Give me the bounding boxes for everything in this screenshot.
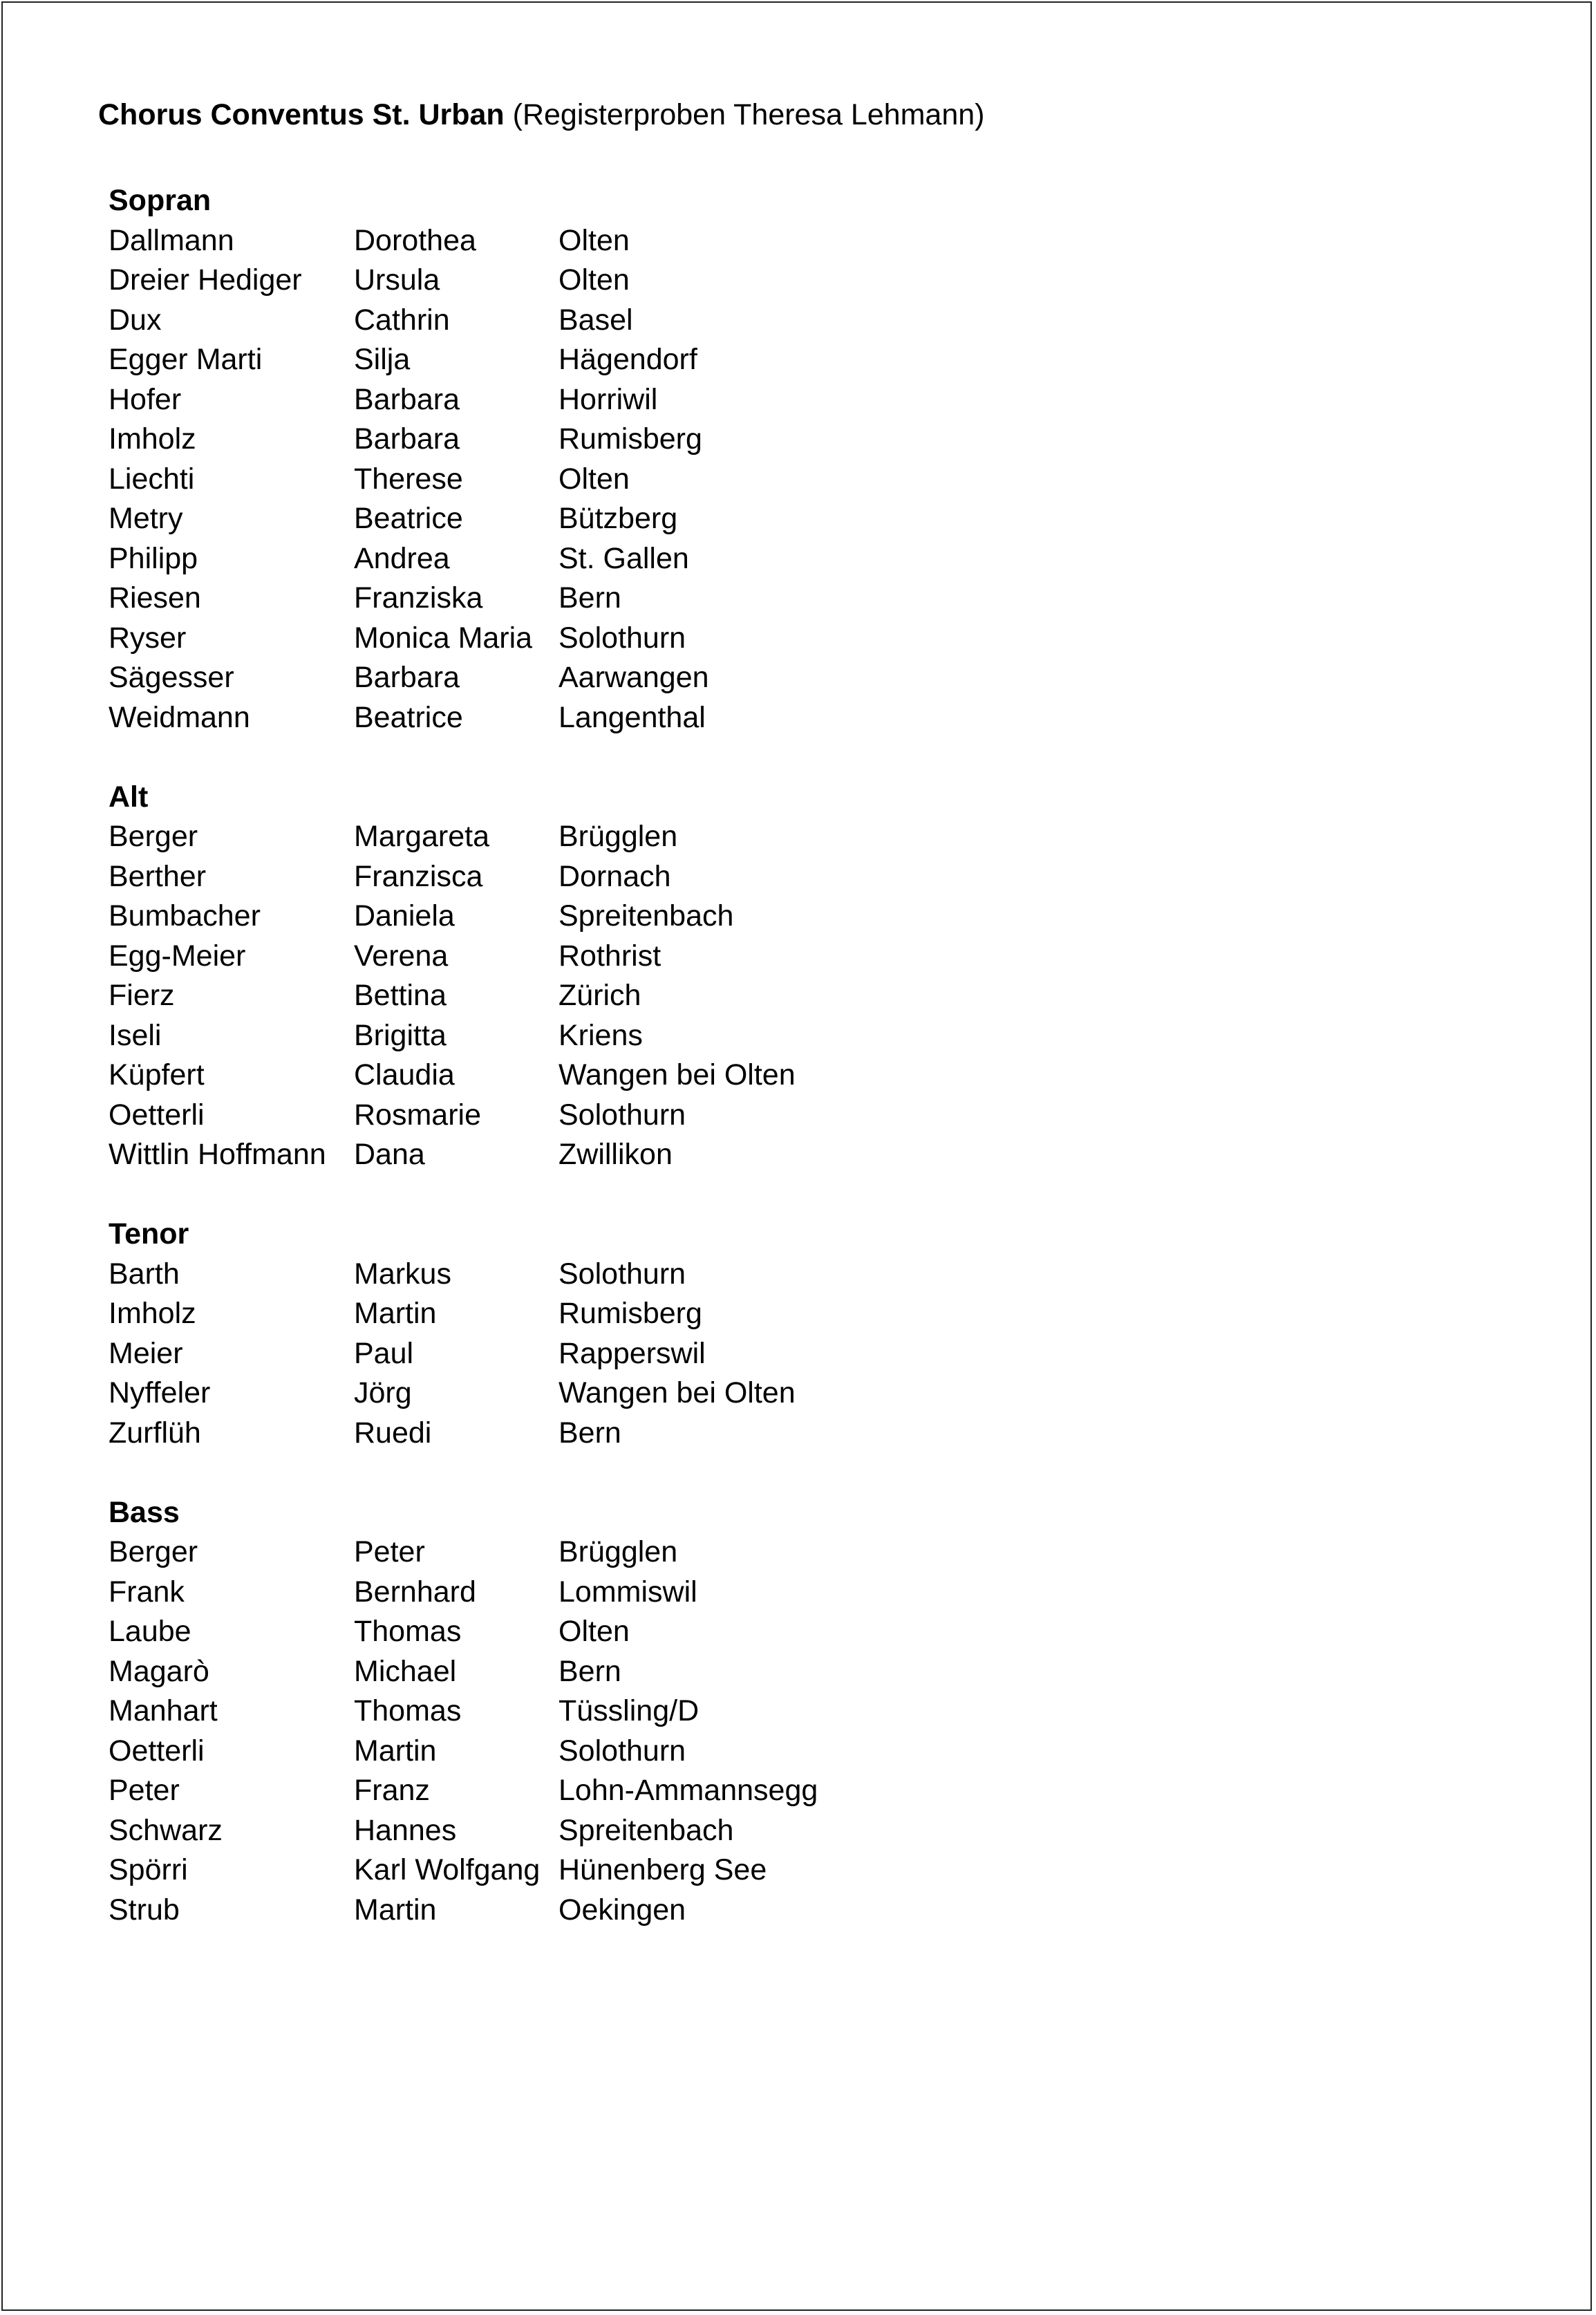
member-row <box>109 1056 1007 1096</box>
member-row <box>109 539 1007 579</box>
member-city: Rapperswil <box>558 1336 706 1370</box>
member-first-name: Peter <box>354 1535 425 1568</box>
member-first-name: Martin <box>354 1734 437 1768</box>
member-sections <box>109 181 1007 1970</box>
member-city: Solothurn <box>558 1734 686 1768</box>
member-city: Basel <box>558 303 633 337</box>
member-first-name: Dana <box>354 1138 425 1171</box>
member-row <box>109 1652 1007 1692</box>
member-first-name: Thomas <box>354 1694 462 1727</box>
section-bass <box>109 1493 1007 1931</box>
member-city: Aarwangen <box>558 661 709 694</box>
member-row <box>109 897 1007 937</box>
member-row <box>109 1573 1007 1613</box>
member-row <box>109 1334 1007 1374</box>
member-last-name: Weidmann <box>109 700 250 734</box>
member-city: Solothurn <box>558 1098 686 1132</box>
member-last-name: Peter <box>109 1774 180 1807</box>
member-first-name: Silja <box>354 343 411 376</box>
member-first-name: Verena <box>354 939 449 973</box>
member-row <box>109 579 1007 619</box>
member-last-name: Zurflüh <box>109 1416 201 1450</box>
member-first-name: Bettina <box>354 979 447 1012</box>
member-first-name: Hannes <box>354 1813 457 1847</box>
member-first-name: Claudia <box>354 1058 455 1091</box>
member-row <box>109 1294 1007 1334</box>
member-last-name: Strub <box>109 1893 180 1927</box>
member-last-name: Frank <box>109 1575 185 1609</box>
member-last-name: Berther <box>109 859 207 893</box>
member-city: Bern <box>558 1416 621 1450</box>
member-city: Hünenberg See <box>558 1853 767 1886</box>
member-row <box>109 1533 1007 1573</box>
member-last-name: Meier <box>109 1336 183 1370</box>
member-row <box>109 460 1007 500</box>
member-row <box>109 1374 1007 1414</box>
member-last-name: Schwarz <box>109 1813 223 1847</box>
member-first-name: Jörg <box>354 1376 412 1409</box>
member-last-name: Ryser <box>109 621 187 655</box>
member-row <box>109 857 1007 897</box>
member-first-name: Martin <box>354 1893 437 1927</box>
member-row <box>109 619 1007 659</box>
member-city: Bützberg <box>558 502 678 535</box>
member-city: Horriwil <box>558 382 658 416</box>
member-row <box>109 1135 1007 1175</box>
member-last-name: Dallmann <box>109 223 234 257</box>
member-city: Olten <box>558 1615 630 1648</box>
member-row <box>109 698 1007 738</box>
member-city: Lommiswil <box>558 1575 697 1609</box>
member-first-name: Beatrice <box>354 502 463 535</box>
member-city: Lohn-Ammannsegg <box>558 1774 818 1807</box>
member-last-name: Dux <box>109 303 162 337</box>
member-first-name: Brigitta <box>354 1018 447 1052</box>
member-last-name: Imholz <box>109 1297 196 1330</box>
member-city: Dornach <box>558 859 671 893</box>
member-first-name: Therese <box>354 462 463 496</box>
member-city: Brügglen <box>558 820 678 853</box>
member-last-name: Imholz <box>109 422 196 456</box>
member-first-name: Markus <box>354 1257 451 1291</box>
member-city: Rothrist <box>558 939 661 973</box>
member-first-name: Franziska <box>354 581 483 615</box>
member-last-name: Philipp <box>109 541 198 575</box>
member-row <box>109 1612 1007 1652</box>
member-first-name: Beatrice <box>354 700 463 734</box>
member-row <box>109 301 1007 341</box>
member-row <box>109 658 1007 698</box>
member-city: Zwillikon <box>558 1138 673 1171</box>
member-first-name: Martin <box>354 1297 437 1330</box>
document-title-bold: Chorus Conventus St. Urban <box>98 98 505 131</box>
member-last-name: Küpfert <box>109 1058 205 1091</box>
member-city: Spreitenbach <box>558 899 734 932</box>
member-city: Oekingen <box>558 1893 686 1927</box>
member-city: Rumisberg <box>558 1297 702 1330</box>
member-first-name: Barbara <box>354 382 460 416</box>
member-last-name: Egger Marti <box>109 343 263 376</box>
member-city: Olten <box>558 223 630 257</box>
member-first-name: Cathrin <box>354 303 450 337</box>
member-row <box>109 1096 1007 1136</box>
member-row <box>109 937 1007 977</box>
member-last-name: Sägesser <box>109 661 234 694</box>
member-first-name: Andrea <box>354 541 450 575</box>
member-last-name: Egg-Meier <box>109 939 246 973</box>
member-row <box>109 499 1007 539</box>
member-row <box>109 261 1007 301</box>
member-row <box>109 1891 1007 1931</box>
section-heading: Tenor <box>109 1217 189 1250</box>
member-city: Tüssling/D <box>558 1694 700 1727</box>
member-city: Solothurn <box>558 1257 686 1291</box>
member-city: Spreitenbach <box>558 1813 734 1847</box>
member-last-name: Oetterli <box>109 1098 205 1132</box>
document-title <box>98 97 984 133</box>
member-row <box>109 1691 1007 1732</box>
member-row <box>109 221 1007 261</box>
member-row <box>109 340 1007 380</box>
member-city: Olten <box>558 462 630 496</box>
member-row <box>109 1771 1007 1811</box>
member-city: Wangen bei Olten <box>558 1058 796 1091</box>
member-last-name: Manhart <box>109 1694 218 1727</box>
member-last-name: Riesen <box>109 581 201 615</box>
member-city: Wangen bei Olten <box>558 1376 796 1409</box>
member-first-name: Barbara <box>354 661 460 694</box>
member-row <box>109 420 1007 460</box>
member-last-name: Fierz <box>109 979 175 1012</box>
member-city: Hägendorf <box>558 343 697 376</box>
member-first-name: Ursula <box>354 263 440 297</box>
member-row <box>109 976 1007 1016</box>
member-first-name: Bernhard <box>354 1575 476 1609</box>
member-row <box>109 380 1007 420</box>
member-first-name: Ruedi <box>354 1416 432 1450</box>
member-row <box>109 1414 1007 1454</box>
member-last-name: Liechti <box>109 462 195 496</box>
member-first-name: Karl Wolfgang <box>354 1853 541 1886</box>
member-city: Kriens <box>558 1018 643 1052</box>
member-first-name: Franzisca <box>354 859 483 893</box>
member-first-name: Barbara <box>354 422 460 456</box>
section-tenor <box>109 1215 1007 1453</box>
member-city: Brügglen <box>558 1535 678 1568</box>
member-row <box>109 817 1007 857</box>
member-last-name: Hofer <box>109 382 182 416</box>
member-city: Bern <box>558 581 621 615</box>
member-row <box>109 1811 1007 1851</box>
member-first-name: Michael <box>354 1654 457 1688</box>
member-first-name: Thomas <box>354 1615 462 1648</box>
section-heading: Sopran <box>109 184 212 217</box>
member-city: Zürich <box>558 979 641 1012</box>
member-first-name: Margareta <box>354 820 489 853</box>
member-row <box>109 1016 1007 1056</box>
document-title-subtitle: (Registerproben Theresa Lehmann) <box>504 98 985 131</box>
section-heading: Bass <box>109 1495 180 1529</box>
member-first-name: Dorothea <box>354 223 476 257</box>
member-last-name: Berger <box>109 1535 198 1568</box>
member-last-name: Bumbacher <box>109 899 261 932</box>
member-last-name: Metry <box>109 502 183 535</box>
member-city: Rumisberg <box>558 422 702 456</box>
member-last-name: Nyffeler <box>109 1376 211 1409</box>
section-sopran <box>109 181 1007 738</box>
member-row <box>109 1732 1007 1772</box>
member-last-name: Oetterli <box>109 1734 205 1768</box>
member-first-name: Daniela <box>354 899 455 932</box>
member-city: St. Gallen <box>558 541 689 575</box>
member-city: Olten <box>558 263 630 297</box>
member-city: Bern <box>558 1654 621 1688</box>
member-first-name: Paul <box>354 1336 414 1370</box>
member-first-name: Monica Maria <box>354 621 533 655</box>
member-last-name: Laube <box>109 1615 191 1648</box>
member-row <box>109 1255 1007 1295</box>
member-last-name: Magarò <box>109 1654 209 1688</box>
member-first-name: Franz <box>354 1774 430 1807</box>
member-first-name: Rosmarie <box>354 1098 481 1132</box>
member-last-name: Wittlin Hoffmann <box>109 1138 326 1171</box>
member-city: Langenthal <box>558 700 706 734</box>
member-last-name: Iseli <box>109 1018 162 1052</box>
section-heading: Alt <box>109 780 149 814</box>
member-row <box>109 1850 1007 1891</box>
member-last-name: Barth <box>109 1257 180 1291</box>
member-city: Solothurn <box>558 621 686 655</box>
member-last-name: Berger <box>109 820 198 853</box>
section-alt <box>109 778 1007 1175</box>
member-last-name: Dreier Hediger <box>109 263 302 297</box>
member-last-name: Spörri <box>109 1853 188 1886</box>
